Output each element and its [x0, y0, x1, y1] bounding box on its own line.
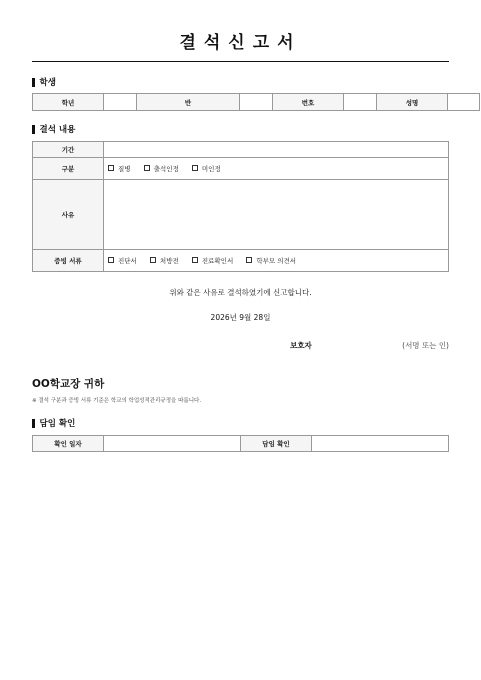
student-heading-label: 학생 — [39, 78, 56, 88]
type-options — [104, 158, 449, 180]
type-option-illness[interactable]: 질병 — [108, 164, 131, 173]
period-label: 기간 — [33, 142, 104, 158]
addressee: OO학교장 귀하 — [32, 378, 105, 390]
docs-label: 증빙 서류 — [33, 250, 104, 272]
checkbox-icon[interactable] — [108, 165, 114, 171]
number-field[interactable] — [344, 94, 377, 111]
class-label: 반 — [137, 94, 240, 111]
title-divider — [32, 61, 449, 62]
section-bar-icon — [32, 125, 35, 134]
confirm-date-label: 확인 일자 — [33, 436, 104, 452]
teacher-heading-label: 담임 확인 — [39, 419, 76, 429]
class-field[interactable] — [240, 94, 273, 111]
type-option-approved[interactable]: 출석인정 — [144, 164, 179, 173]
reason-label: 사유 — [33, 180, 104, 250]
teacher-confirm-label: 담임 확인 — [241, 436, 312, 452]
teacher-section-heading — [32, 417, 75, 429]
grade-field[interactable] — [104, 94, 137, 111]
docs-options — [104, 250, 449, 272]
period-field[interactable] — [104, 142, 449, 158]
teacher-table — [32, 435, 449, 452]
checkbox-icon[interactable] — [150, 257, 156, 263]
name-field[interactable] — [448, 94, 480, 111]
student-table — [32, 93, 480, 111]
absence-heading-label: 결석 내용 — [39, 125, 76, 135]
reason-field[interactable] — [104, 180, 449, 250]
absence-section-heading — [32, 123, 75, 135]
docs-option-prescription[interactable]: 처방전 — [150, 256, 179, 265]
signature-hint: (서명 또는 인) — [402, 341, 449, 350]
teacher-confirm-field[interactable] — [312, 436, 449, 452]
grade-label: 학년 — [33, 94, 104, 111]
docs-option-parent-opinion[interactable]: 학부모 의견서 — [246, 256, 296, 265]
confirm-date-field[interactable] — [104, 436, 241, 452]
checkbox-icon[interactable] — [192, 165, 198, 171]
checkbox-icon[interactable] — [192, 257, 198, 263]
document-title: 결석신고서 — [179, 33, 302, 53]
policy-note: ※ 결석 구분과 증빙 서류 기준은 학교의 학업성적관리규정을 따릅니다. — [32, 398, 202, 404]
type-label: 구분 — [33, 158, 104, 180]
checkbox-icon[interactable] — [144, 165, 150, 171]
docs-option-diagnosis[interactable]: 진단서 — [108, 256, 137, 265]
section-bar-icon — [32, 419, 35, 428]
checkbox-icon[interactable] — [246, 257, 252, 263]
student-section-heading — [32, 76, 56, 88]
checkbox-icon[interactable] — [108, 257, 114, 263]
name-label: 성명 — [377, 94, 448, 111]
section-bar-icon — [32, 78, 35, 87]
guardian-label: 보호자 — [290, 341, 312, 350]
number-label: 번호 — [273, 94, 344, 111]
docs-option-treatment[interactable]: 진료확인서 — [192, 256, 233, 265]
absence-table — [32, 141, 449, 272]
declaration-text: 위와 같은 사유로 결석하였기에 신고합니다. — [169, 288, 312, 297]
report-date: 2026년 9월 28일 — [210, 313, 271, 322]
type-option-unapproved[interactable]: 미인정 — [192, 164, 221, 173]
